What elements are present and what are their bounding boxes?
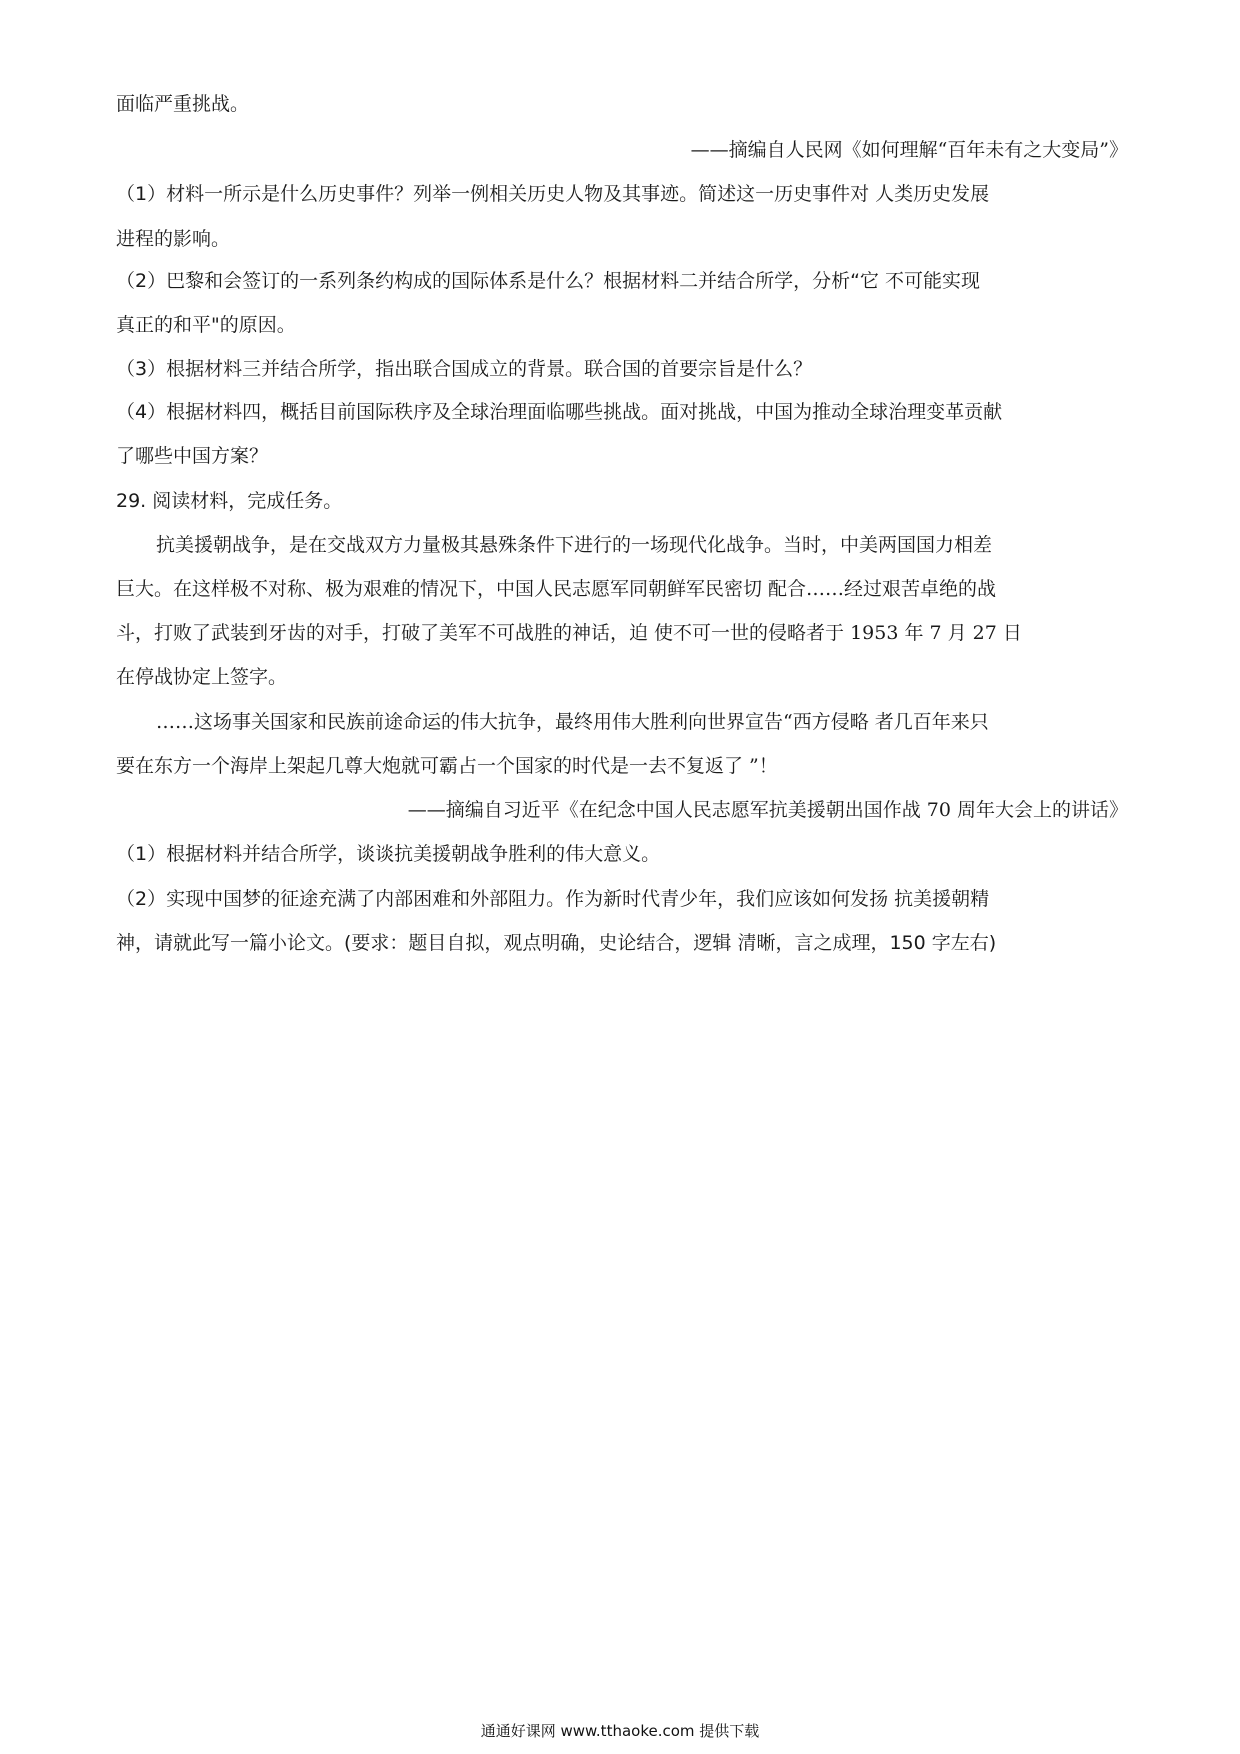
- source-citation: ——摘编自习近平《在纪念中国人民志愿军抗美援朝出国作战 70 周年大会上的讲话》: [407, 799, 1128, 821]
- question-2-line-1: （2）巴黎和会签订的一系列条约构成的国际体系是什么？根据材料二并结合所学，分析“它 不可能实现: [116, 270, 980, 292]
- question-1-line-2: 进程的影响。: [116, 228, 231, 250]
- material-paragraph-2-line-1: ……这场事关国家和民族前途命运的伟大抗争，最终用伟大胜利向世界宣告“西方侵略 者几百年来只: [156, 711, 989, 733]
- page-footer: 通通好课网 www.tthaoke.com 提供下载: [480, 1722, 760, 1740]
- paragraph-line: 面临严重挑战。: [116, 93, 250, 115]
- question-29-heading: 29. 阅读材料，完成任务。: [116, 490, 343, 512]
- question-3: （3）根据材料三并结合所学，指出联合国成立的背景。联合国的首要宗旨是什么？: [116, 358, 813, 380]
- question-4-line-1: （4）根据材料四，概括目前国际秩序及全球治理面临哪些挑战。面对挑战，中国为推动全球治理变革贡献: [116, 401, 1003, 423]
- question-4-line-2: 了哪些中国方案？: [116, 445, 269, 467]
- material-paragraph-1-line-2: 巨大。在这样极不对称、极为艰难的情况下，中国人民志愿军同朝鲜军民密切 配合……经过艰苦卓绝的战: [116, 578, 997, 600]
- task-2-line-2: 神，请就此写一篇小论文。(要求：题目自拟，观点明确，史论结合，逻辑 清晰，言之成理，150 字左右): [116, 932, 997, 954]
- task-1: （1）根据材料并结合所学，谈谈抗美援朝战争胜利的伟大意义。: [116, 843, 661, 865]
- material-paragraph-1-line-3: 斗，打败了武装到牙齿的对手，打破了美军不可战胜的神话，迫 使不可一世的侵略者于 1953 年 7 月 27 日: [116, 622, 1022, 644]
- source-citation: ——摘编自人民网《如何理解“百年未有之大变局”》: [690, 139, 1128, 161]
- material-paragraph-2-line-2: 要在东方一个海岸上架起几尊大炮就可霸占一个国家的时代是一去不复返了 ”！: [116, 755, 778, 777]
- material-paragraph-1-line-4: 在停战协定上签字。: [116, 666, 288, 688]
- task-2-line-1: （2）实现中国梦的征途充满了内部困难和外部阻力。作为新时代青少年，我们应该如何发扬 抗美援朝精: [116, 888, 990, 910]
- question-1-line-1: （1）材料一所示是什么历史事件？列举一例相关历史人物及其事迹。简述这一历史事件对 人类历史发展: [116, 183, 990, 205]
- question-2-line-2: 真正的和平"的原因。: [116, 314, 296, 336]
- material-paragraph-1-line-1: 抗美援朝战争，是在交战双方力量极其悬殊条件下进行的一场现代化战争。当时，中美两国国力相差: [156, 534, 993, 556]
